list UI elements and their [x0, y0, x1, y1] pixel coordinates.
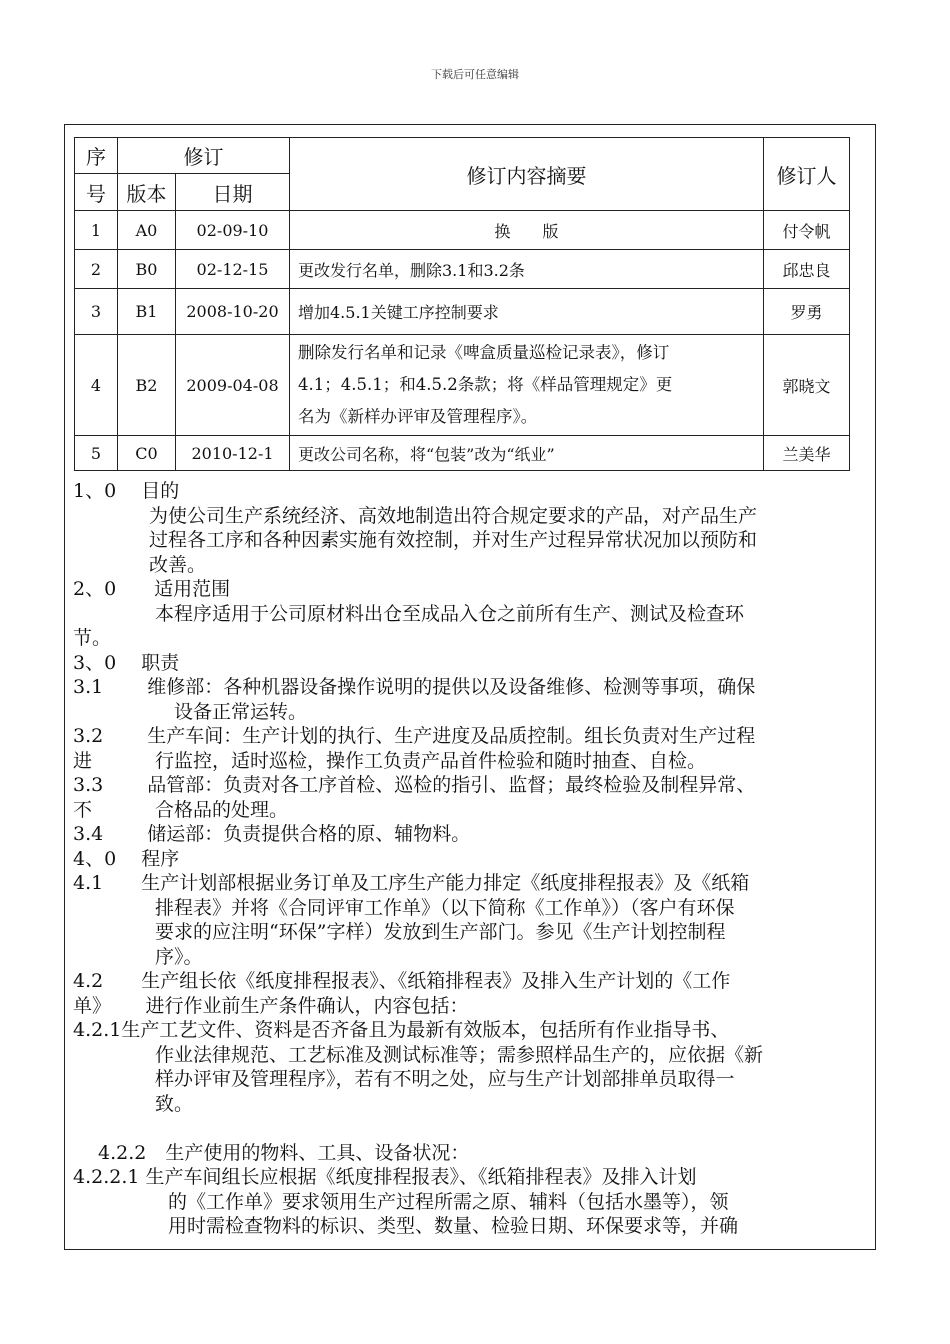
- body-line: 本程序适用于公司原材料出仓至成品入仓之前所有生产、测试及检查环: [73, 602, 745, 625]
- row-date: 2010-12-1: [176, 436, 290, 471]
- row-version: B1: [118, 289, 176, 335]
- table-row: [75, 335, 850, 436]
- document-frame: [64, 124, 876, 1250]
- body-line: 4、0 程序: [73, 847, 180, 870]
- body-line: 2、0 适用范围: [73, 578, 231, 600]
- row-date: 2009-04-08: [176, 335, 290, 436]
- revision-table: [74, 137, 850, 471]
- header-reviser: 修订人: [764, 138, 850, 211]
- row-version: B0: [118, 250, 176, 289]
- row-date: 02-09-10: [176, 211, 290, 250]
- row-date: 02-12-15: [176, 250, 290, 289]
- header-seq-bottom: 号: [75, 174, 118, 211]
- row-version: B2: [118, 335, 176, 436]
- row-no: 3: [75, 289, 118, 335]
- row-reviser: 邱忠良: [764, 250, 850, 289]
- body-line: 致。: [73, 1092, 194, 1115]
- row-summary: 更改发行名单，删除3.1和3.2条: [290, 250, 764, 289]
- table-row: [75, 211, 850, 250]
- body-line: 用时需检查物料的标识、类型、数量、检验日期、环保要求等，并确: [73, 1215, 739, 1237]
- row-summary: 更改公司名称，将“包装”改为“纸业”: [290, 436, 764, 471]
- row-reviser: 付令帆: [764, 211, 850, 250]
- header-note: 下载后可任意编辑: [431, 68, 519, 81]
- table-row: [75, 436, 850, 471]
- body-line: 节。: [73, 627, 112, 649]
- table-row: [75, 250, 850, 289]
- header-date: 日期: [176, 174, 290, 211]
- body-line: 进 行监控，适时巡检，操作工负责产品首件检验和随时抽查、自检。: [73, 749, 707, 772]
- header-seq-top: 序: [75, 138, 118, 174]
- body-line: 3、0 职责: [73, 651, 180, 674]
- body-line: 4.2 生产组长依《纸度排程报表》、《纸箱排程表》及排入生产计划的《工作: [73, 970, 731, 992]
- summary-line: 名为《新样办评审及管理程序》。: [298, 407, 538, 426]
- header-version: 版本: [118, 174, 176, 211]
- summary-line: 删除发行名单和记录《啤盒质量巡检记录表》，修订: [298, 343, 670, 362]
- body-line: 过程各工序和各种因素实施有效控制，并对生产过程异常状况加以预防和: [73, 529, 758, 551]
- body-line: 改善。: [73, 553, 207, 576]
- body-line: 1、0 目的: [73, 480, 180, 502]
- body-line: 设备正常运转。: [73, 700, 308, 723]
- body-line: 3.4 储运部：负责提供合格的原、辅物料。: [73, 823, 471, 845]
- row-date: 2008-10-20: [176, 289, 290, 335]
- row-no: 2: [75, 250, 118, 289]
- body-line: 为使公司生产系统经济、高效地制造出符合规定要求的产品，对产品生产: [73, 504, 758, 527]
- body-line: 4.2.2.1 生产车间组长应根据《纸度排程报表》、《纸箱排程表》及排入计划: [73, 1166, 697, 1188]
- row-summary: 增加4.5.1关键工序控制要求: [290, 289, 764, 335]
- body-line: 3.3 品管部：负责对各工序首检、巡检的指引、监督；最终检验及制程异常、: [73, 774, 756, 796]
- body-line: 样办评审及管理程序》，若有不明之处，应与生产计划部排单员取得一: [73, 1068, 735, 1090]
- body-line: 单》 进行作业前生产条件确认，内容包括：: [73, 994, 469, 1017]
- body-line: 序》。: [73, 945, 203, 968]
- row-no: 5: [75, 436, 118, 471]
- body-line: 3.1 维修部：各种机器设备操作说明的提供以及设备维修、检测等事项，确保: [73, 676, 756, 698]
- row-reviser: 兰美华: [764, 436, 850, 471]
- row-no: 4: [75, 335, 118, 436]
- row-reviser: 罗勇: [764, 289, 850, 335]
- body-line: 3.2 生产车间：生产计划的执行、生产进度及品质控制。组长负责对生产过程: [73, 725, 756, 747]
- body-line: 不 合格品的处理。: [73, 798, 289, 821]
- body-line: [73, 1116, 869, 1141]
- row-version: C0: [118, 436, 176, 471]
- summary-line: 4.1；4.5.1；和4.5.2条款；将《样品管理规定》更: [298, 375, 673, 394]
- body-line: 要求的应注明“环保”字样）发放到生产部门。参见《生产计划控制程: [73, 921, 726, 943]
- body-line: 的《工作单》要求领用生产过程所需之原、辅料（包括水墨等），领: [73, 1190, 729, 1213]
- procedure-body: [73, 479, 869, 1239]
- body-line: 4.1 生产计划部根据业务订单及工序生产能力排定《纸度排程报表》及《纸箱: [73, 872, 750, 894]
- body-line: 4.2.2 生产使用的物料、工具、设备状况：: [73, 1141, 470, 1164]
- row-no: 1: [75, 211, 118, 250]
- row-reviser: 郭晓文: [764, 335, 850, 436]
- header-summary: 修订内容摘要: [290, 138, 764, 211]
- table-row: [75, 289, 850, 335]
- body-line: 作业法律规范、工艺标准及测试标准等；需参照样品生产的，应依据《新: [73, 1043, 764, 1066]
- row-summary: [290, 335, 764, 436]
- header-revision: 修订: [118, 138, 290, 174]
- body-line: 4.2.1生产工艺文件、资料是否齐备且为最新有效版本，包括所有作业指导书、: [73, 1019, 730, 1041]
- row-summary: 换 版: [290, 211, 764, 250]
- row-version: A0: [118, 211, 176, 250]
- body-line: 排程表》并将《合同评审工作单》（以下简称《工作单》）（客户有环保: [73, 896, 735, 919]
